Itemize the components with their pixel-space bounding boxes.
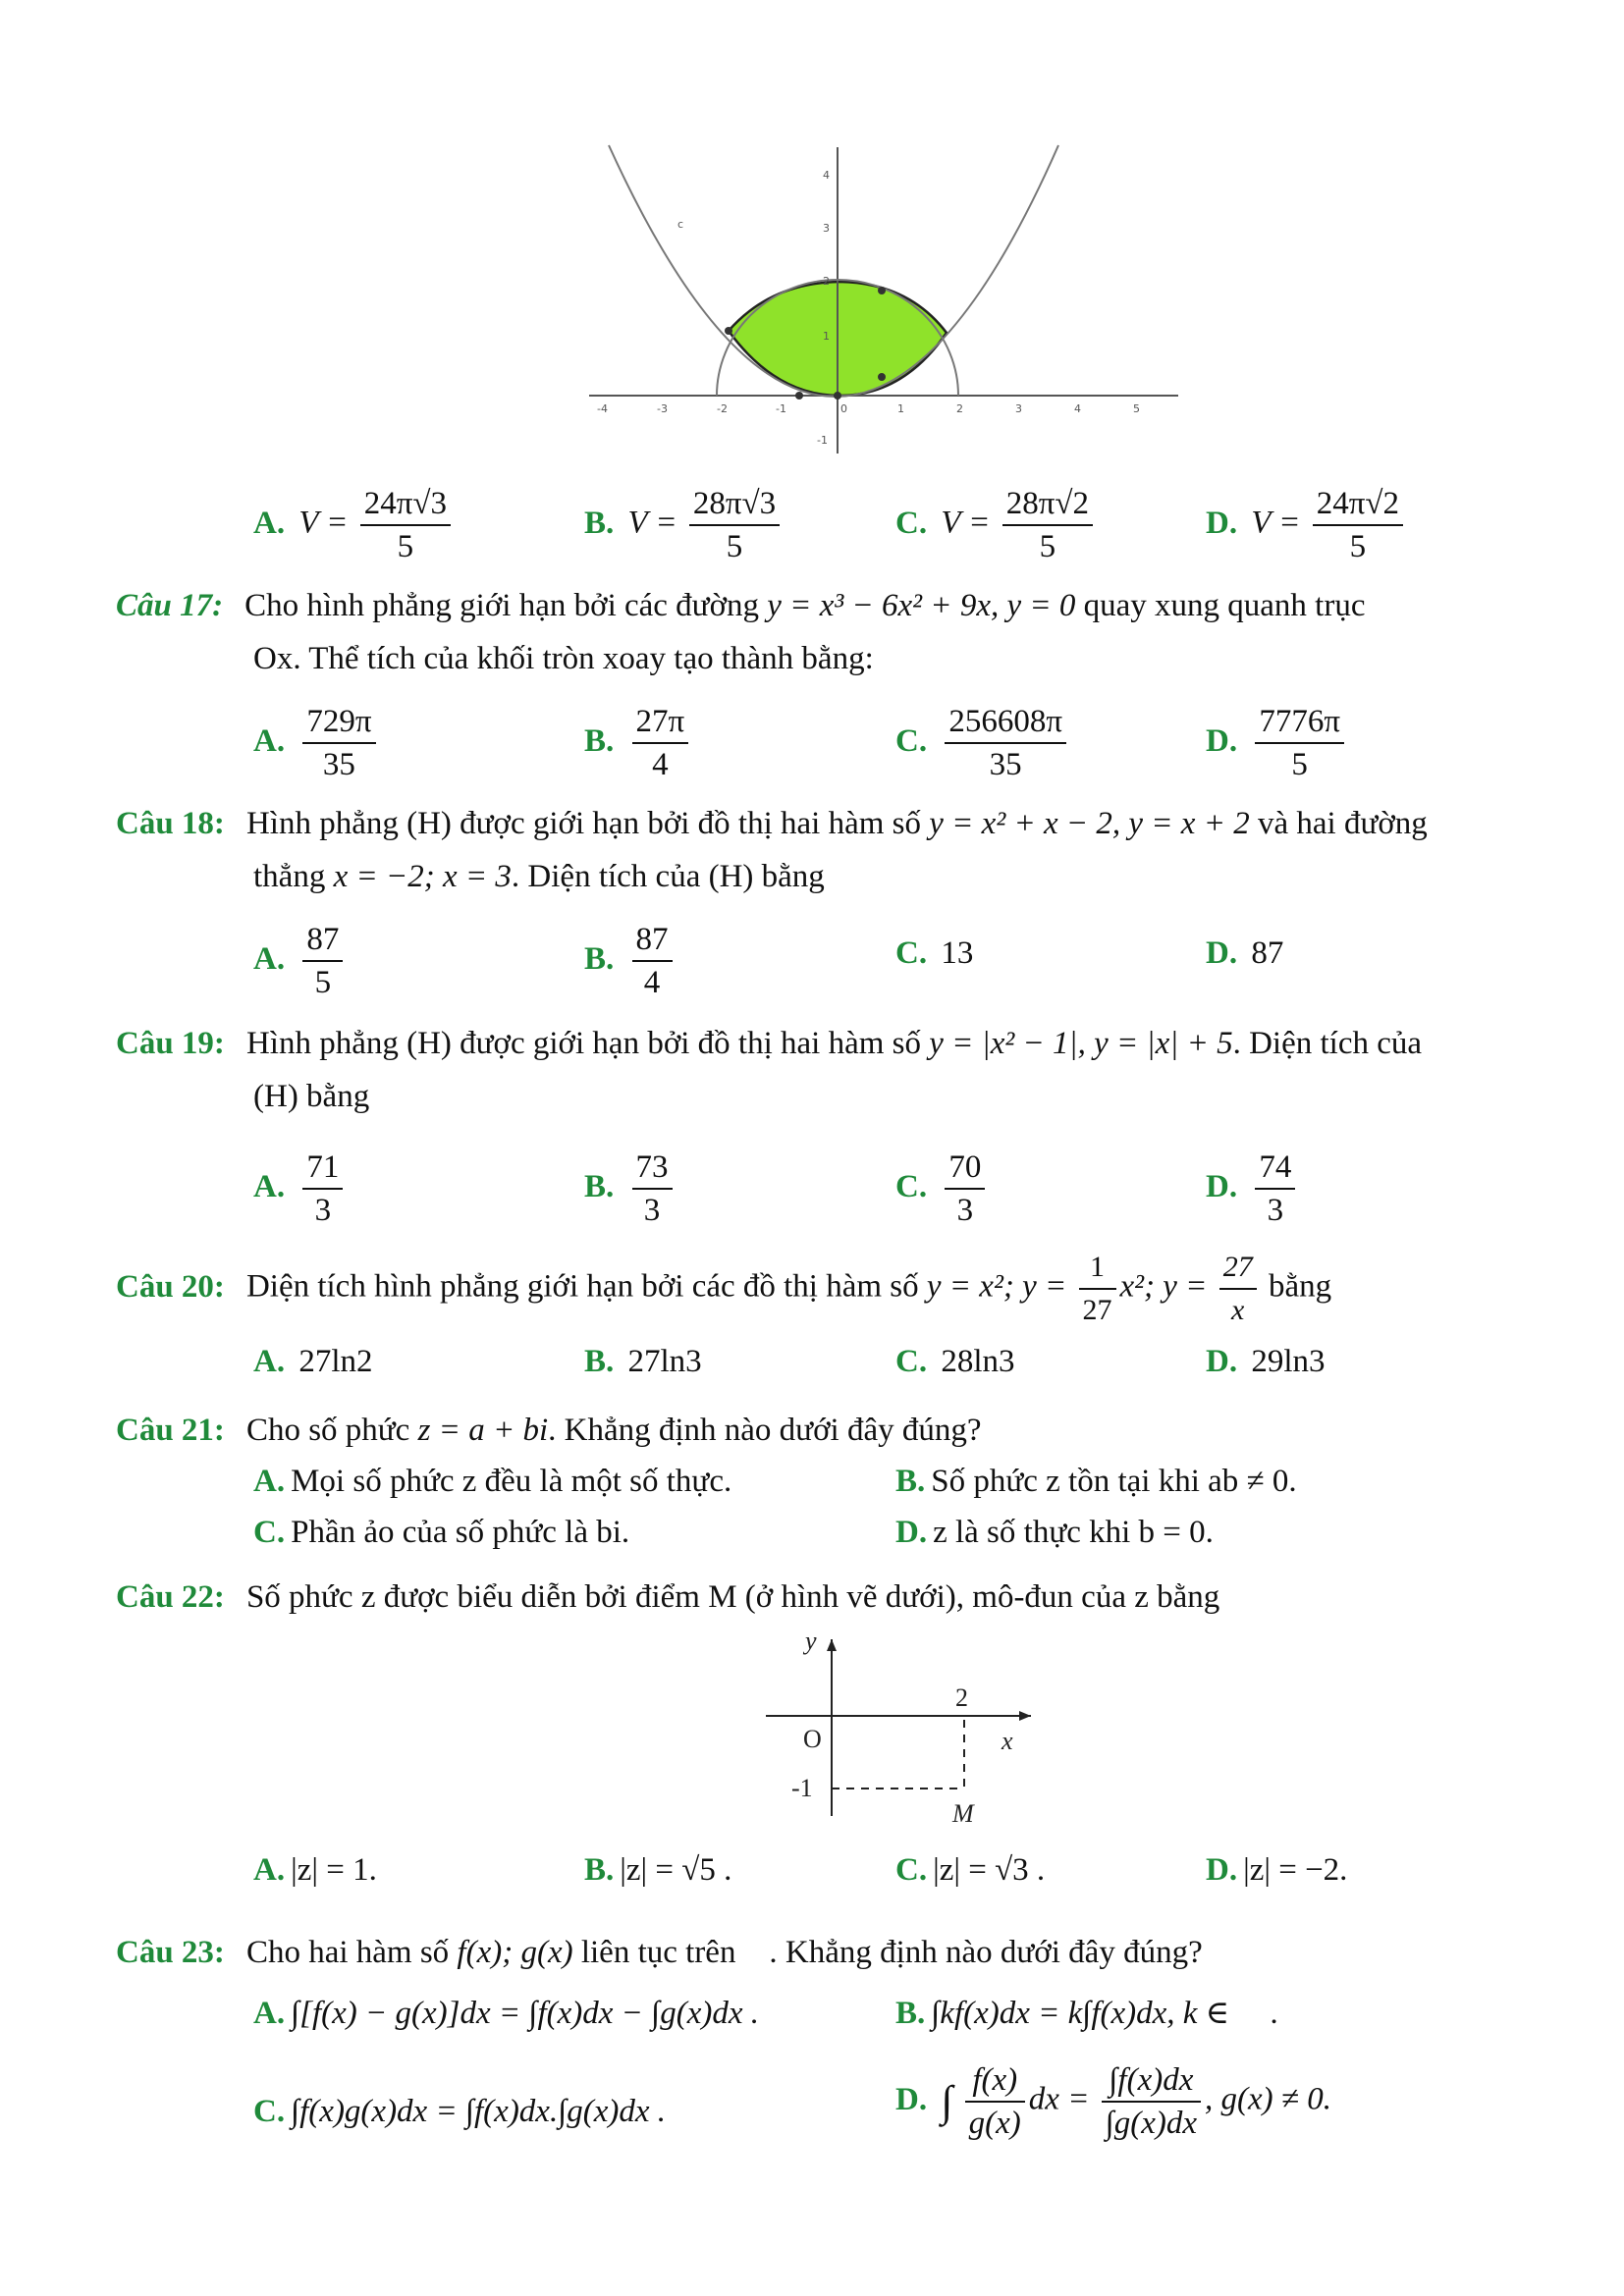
numerator: 28π√2: [1002, 483, 1093, 526]
numerator: ∫f(x)dx: [1102, 2059, 1201, 2103]
numerator: 71: [302, 1147, 343, 1190]
q18-option-a[interactable]: [253, 919, 347, 1003]
option-text: Phần ảo của số phức là bi.: [291, 1515, 630, 1550]
question-text: quay xung quanh trục: [1083, 588, 1366, 623]
question-text: Hình phẳng (H) được giới hạn bởi đồ thị hai hàm số: [245, 806, 921, 841]
q22-option-b[interactable]: [584, 1845, 731, 1895]
q19-option-b[interactable]: [584, 1147, 677, 1231]
rhs-fraction: [1102, 2059, 1201, 2144]
option-letter: A.: [253, 722, 286, 759]
option-letter: C.: [253, 2094, 286, 2129]
question-20: [116, 1247, 1530, 1331]
x-tick: -1: [776, 402, 786, 415]
option-value: 27ln2: [298, 1344, 373, 1379]
option-value: 13: [941, 935, 974, 971]
y-tick: 2: [823, 275, 830, 288]
denominator: 5: [314, 965, 332, 1000]
option-letter: B.: [584, 1344, 615, 1379]
option-fraction: [1255, 1147, 1295, 1231]
option-lhs: V =: [941, 505, 991, 541]
q20-option-a[interactable]: [253, 1337, 373, 1386]
question-text: . Khẳng định nào dưới đây đúng?: [769, 1935, 1203, 1970]
numerator: 256608π: [945, 701, 1066, 744]
option-letter: B.: [584, 940, 615, 977]
question-text: Cho hình phẳng giới hạn bởi các đường: [244, 588, 760, 623]
option-letter: D.: [1206, 722, 1238, 759]
option-text: ∫kf(x)dx = k∫f(x)dx, k ∈ ⃞ .: [931, 1996, 1279, 2031]
numerator: 1: [1079, 1247, 1116, 1290]
figure-complex-plane: [756, 1629, 1041, 1826]
option-letter: D.: [1206, 1344, 1238, 1379]
x-tick: 1: [897, 402, 904, 415]
question-text: (H) bằng: [253, 1079, 370, 1114]
question-text: Cho hai hàm số: [245, 1935, 450, 1970]
option-text: ∫[f(x) − g(x)]dx = ∫f(x)dx − ∫g(x)dx .: [291, 1996, 759, 2031]
option-text: z là số thực khi b = 0.: [933, 1515, 1214, 1550]
question-text: và hai đường: [1257, 806, 1428, 841]
question-21: [116, 1404, 1530, 1457]
option-letter: B.: [584, 1168, 615, 1204]
option-value: 29ln3: [1251, 1344, 1326, 1379]
numerator: 73: [632, 1147, 673, 1190]
denominator: ∫g(x)dx: [1105, 2106, 1198, 2141]
option-text: ∫f(x)g(x)dx = ∫f(x)dx.∫g(x)dx .: [291, 2094, 667, 2129]
x-axis-arrow: [1019, 1711, 1031, 1721]
y-tick: 4: [823, 169, 830, 182]
option-fraction: [302, 919, 343, 1003]
numerator: 24π√3: [360, 483, 451, 526]
q21-option-d[interactable]: [895, 1508, 1214, 1557]
y-tick-label: -1: [791, 1774, 813, 1802]
numerator: 74: [1255, 1147, 1295, 1190]
denominator: 3: [314, 1193, 332, 1228]
option-letter: A.: [253, 1168, 286, 1204]
integral-symbol: ∫: [941, 2077, 953, 2125]
q23-option-c[interactable]: [253, 2087, 666, 2136]
option-fraction: [945, 1147, 985, 1231]
q20-option-d[interactable]: [1206, 1337, 1326, 1386]
question-19: [116, 1017, 1530, 1123]
question-text: thẳng: [253, 859, 326, 894]
curve-label: c: [677, 218, 684, 231]
option-letter: B.: [584, 505, 615, 541]
q23-option-b[interactable]: [895, 1989, 1279, 2038]
option-fraction: [689, 483, 780, 567]
q17-option-c[interactable]: [895, 701, 1070, 785]
option-fraction: [945, 701, 1066, 785]
option-fraction: [1313, 483, 1403, 567]
option-letter: B.: [584, 722, 615, 759]
equation: x = −2; x = 3: [333, 859, 512, 894]
option-letter: D.: [895, 2081, 928, 2117]
option-text: |z| = 1.: [291, 1852, 377, 1888]
denominator: 4: [652, 747, 669, 782]
denominator: 35: [322, 747, 355, 782]
question-text: Diện tích hình phẳng giới hạn bởi các đồ thị hàm số: [245, 1268, 919, 1305]
denominator: 35: [989, 747, 1022, 782]
numerator: 28π√3: [689, 483, 780, 526]
option-letter: D.: [1206, 505, 1238, 541]
equation: x²; y =: [1119, 1268, 1208, 1305]
option-fraction: [360, 483, 451, 567]
differential: dx =: [1028, 2081, 1090, 2117]
x-tick: -2: [717, 402, 728, 415]
option-lhs: V =: [1251, 505, 1301, 541]
y-tick: 3: [823, 222, 830, 235]
q18-option-d[interactable]: [1206, 929, 1283, 978]
option-fraction: [1002, 483, 1093, 567]
condition: , g(x) ≠ 0.: [1205, 2081, 1332, 2117]
denominator: 5: [1291, 747, 1308, 782]
q22-option-d[interactable]: [1206, 1845, 1347, 1895]
q23-option-d[interactable]: [895, 2059, 1331, 2144]
q17-option-a[interactable]: [253, 701, 380, 785]
x-tick: 0: [840, 402, 847, 415]
x-tick-label: 2: [955, 1683, 968, 1712]
question-text: . Diện tích của (H) bằng: [511, 859, 825, 894]
question-17: [116, 579, 1530, 685]
option-letter: B.: [584, 1852, 615, 1888]
question-label: Câu 22:: [116, 1579, 225, 1615]
numerator: 87: [632, 919, 673, 962]
q21-option-c[interactable]: [253, 1508, 629, 1557]
option-letter: B.: [895, 1464, 926, 1499]
equation: y = x² + x − 2, y = x + 2: [929, 806, 1250, 841]
option-value: 27ln3: [627, 1344, 702, 1379]
point: [878, 287, 886, 294]
question-text: liên tục trên: [580, 1935, 736, 1970]
x-tick: 2: [956, 402, 963, 415]
question-label: Câu 19:: [116, 1026, 225, 1061]
equation: y = x³ − 6x² + 9x, y = 0: [767, 588, 1076, 623]
x-tick: 3: [1015, 402, 1022, 415]
option-letter: B.: [895, 1996, 926, 2031]
point-label: M: [952, 1799, 974, 1826]
denominator: 5: [397, 529, 414, 564]
question-22: [116, 1571, 1530, 1624]
option-letter: C.: [895, 1344, 928, 1379]
y-tick: -1: [817, 434, 828, 447]
point: [834, 392, 841, 400]
q16-option-c[interactable]: [895, 483, 1097, 567]
option-text: |z| = −2.: [1243, 1852, 1348, 1888]
q19-option-d[interactable]: [1206, 1147, 1299, 1231]
question-text: . Diện tích của: [1232, 1026, 1423, 1061]
denominator: x: [1231, 1294, 1245, 1326]
denominator: g(x): [968, 2106, 1021, 2141]
q19-option-a[interactable]: [253, 1147, 347, 1231]
y-tick: 1: [823, 330, 830, 343]
option-letter: D.: [1206, 1852, 1238, 1888]
option-lhs: V =: [627, 505, 677, 541]
q18-option-b[interactable]: [584, 919, 677, 1003]
equation: z = a + bi: [417, 1413, 549, 1448]
q17-option-b[interactable]: [584, 701, 692, 785]
q16-option-b[interactable]: [584, 483, 784, 567]
point: [878, 373, 886, 381]
denominator: 3: [1267, 1193, 1284, 1228]
denominator: 3: [643, 1193, 661, 1228]
y-axis-label: y: [805, 1629, 817, 1655]
option-fraction: [1255, 701, 1344, 785]
option-text: |z| = √3 .: [933, 1852, 1046, 1888]
option-value: 87: [1251, 935, 1284, 971]
option-text: |z| = √5 .: [620, 1852, 732, 1888]
option-letter: C.: [895, 1168, 928, 1204]
question-23: [116, 1926, 1530, 1979]
equation: f(x); g(x): [457, 1935, 573, 1970]
option-text: Số phức z tồn tại khi ab ≠ 0.: [931, 1464, 1297, 1499]
figure-parabola-circle: [579, 137, 1188, 461]
x-tick: -4: [597, 402, 608, 415]
origin-label: O: [803, 1725, 822, 1753]
option-fraction: [302, 701, 375, 785]
question-label: Câu 17:: [116, 588, 224, 623]
option-fraction: [632, 1147, 673, 1231]
integrand-fraction: [965, 2059, 1025, 2144]
option-letter: C.: [895, 1852, 928, 1888]
option-letter: D.: [1206, 935, 1238, 971]
numerator: 27: [1219, 1247, 1257, 1290]
question-text: Hình phẳng (H) được giới hạn bởi đồ thị hai hàm số: [245, 1026, 921, 1061]
q20-option-b[interactable]: [584, 1337, 702, 1386]
q22-option-c[interactable]: [895, 1845, 1045, 1895]
question-text: . Khẳng định nào dưới đây đúng?: [548, 1413, 982, 1448]
option-lhs: V =: [298, 505, 349, 541]
option-letter: A.: [253, 505, 286, 541]
option-letter: C.: [895, 935, 928, 971]
numerator: 87: [302, 919, 343, 962]
q17-option-d[interactable]: [1206, 701, 1348, 785]
equation: y = x²; y =: [926, 1268, 1067, 1305]
numerator: 24π√2: [1313, 483, 1403, 526]
option-text: Mọi số phức z đều là một số thực.: [291, 1464, 732, 1499]
question-label: Câu 20:: [116, 1268, 225, 1305]
fraction: [1079, 1247, 1116, 1331]
q23-option-a[interactable]: [253, 1989, 759, 2038]
question-text: Ox. Thể tích của khối tròn xoay tạo thành bằng:: [253, 641, 874, 676]
denominator: 5: [1039, 529, 1056, 564]
option-letter: C.: [895, 505, 928, 541]
option-fraction: [632, 919, 673, 1003]
question-text: Cho số phức: [245, 1413, 410, 1448]
point: [795, 392, 803, 400]
question-label: Câu 18:: [116, 806, 225, 841]
option-letter: A.: [253, 1464, 286, 1499]
option-letter: D.: [1206, 1168, 1238, 1204]
q21-option-b[interactable]: [895, 1457, 1297, 1506]
option-letter: A.: [253, 940, 286, 977]
numerator: 7776π: [1255, 701, 1344, 744]
denominator: 5: [1349, 529, 1367, 564]
question-text: bằng: [1268, 1268, 1332, 1305]
option-letter: A.: [253, 1344, 286, 1379]
option-fraction: [632, 701, 689, 785]
denominator: 5: [726, 529, 743, 564]
fraction: [1219, 1247, 1257, 1331]
y-axis-arrow: [827, 1639, 837, 1651]
question-label: Câu 21:: [116, 1413, 225, 1448]
q20-option-c[interactable]: [895, 1337, 1015, 1386]
option-letter: A.: [253, 1852, 286, 1888]
question-label: Câu 23:: [116, 1935, 225, 1970]
question-18: [116, 797, 1530, 903]
numerator: 729π: [302, 701, 375, 744]
q18-option-c[interactable]: [895, 929, 973, 978]
numerator: 70: [945, 1147, 985, 1190]
option-value: 28ln3: [941, 1344, 1015, 1379]
question-text: Số phức z được biểu diễn bởi điểm M (ở hình vẽ dưới), mô-đun của z bằng: [245, 1579, 1220, 1615]
denominator: 4: [643, 965, 661, 1000]
q22-option-a[interactable]: [253, 1845, 377, 1895]
x-tick: 4: [1074, 402, 1081, 415]
option-fraction: [302, 1147, 343, 1231]
option-letter: C.: [253, 1515, 286, 1550]
q16-option-a[interactable]: [253, 483, 455, 567]
q16-option-d[interactable]: [1206, 483, 1407, 567]
q19-option-c[interactable]: [895, 1147, 989, 1231]
x-axis-label: x: [1001, 1727, 1013, 1755]
option-letter: D.: [895, 1515, 928, 1550]
x-tick: 5: [1133, 402, 1140, 415]
option-letter: C.: [895, 722, 928, 759]
x-tick: -3: [657, 402, 668, 415]
q21-option-a[interactable]: [253, 1457, 731, 1506]
point: [725, 327, 732, 335]
denominator: 27: [1082, 1294, 1112, 1326]
equation: y = |x² − 1|, y = |x| + 5: [929, 1026, 1233, 1061]
denominator: 3: [956, 1193, 974, 1228]
numerator: 27π: [632, 701, 689, 744]
numerator: f(x): [965, 2059, 1025, 2103]
option-letter: A.: [253, 1996, 286, 2031]
